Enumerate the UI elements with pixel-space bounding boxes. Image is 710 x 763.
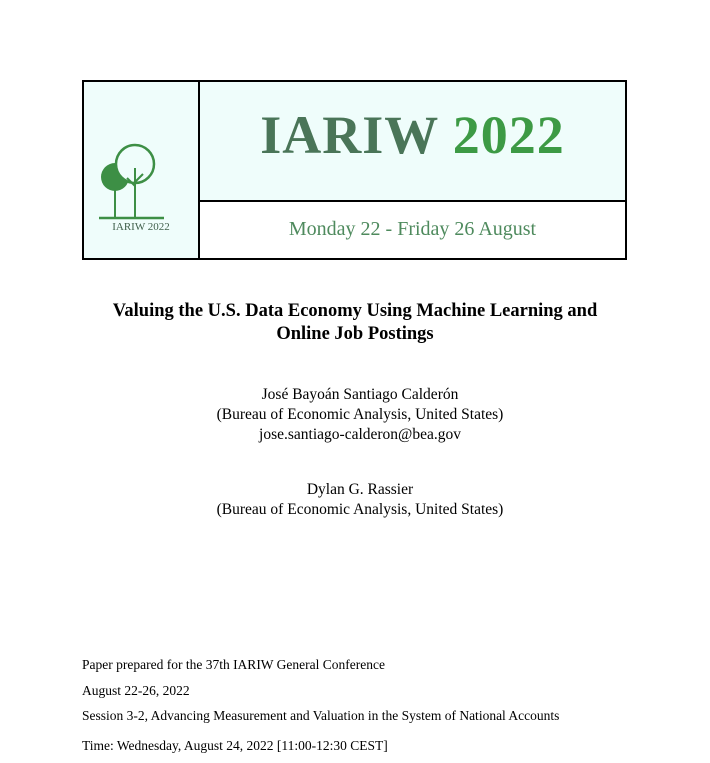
footer-session: Session 3-2, Advancing Measurement and Valuation in the System of National Accounts (82, 708, 560, 723)
author-block-1 (60, 385, 660, 445)
paper-title (60, 300, 650, 346)
conference-banner (82, 80, 627, 260)
conference-dates: Monday 22 - Friday 26 August (288, 218, 537, 240)
paper-title-line-2: Online Job Postings (276, 324, 434, 344)
logo-panel (84, 82, 200, 258)
author-email: jose.santiago-calderon@bea.gov (259, 426, 461, 443)
author-affiliation: (Bureau of Economic Analysis, United States) (216, 406, 504, 423)
footer-prepared-for: Paper prepared for the 37th IARIW General Conference (82, 657, 385, 672)
trees-logo-icon (94, 140, 172, 222)
logo-caption: IARIW 2022 (112, 221, 170, 233)
author-name: José Bayoán Santiago Calderón (261, 386, 459, 403)
paper-title-line-1: Valuing the U.S. Data Economy Using Machine Learning and (112, 301, 598, 321)
footer-time: Time: Wednesday, August 24, 2022 [11:00-12:30 CEST] (82, 738, 388, 753)
footer-dates: August 22-26, 2022 (82, 683, 190, 698)
author-block-2 (60, 480, 660, 520)
conference-dates-panel (200, 202, 625, 258)
conference-name: IARIW (260, 105, 439, 165)
author-name: Dylan G. Rassier (306, 481, 414, 498)
author-affiliation: (Bureau of Economic Analysis, United States) (216, 501, 504, 518)
conference-year: 2022 (452, 105, 565, 165)
conference-title-panel (200, 82, 625, 202)
conference-title (200, 104, 625, 166)
